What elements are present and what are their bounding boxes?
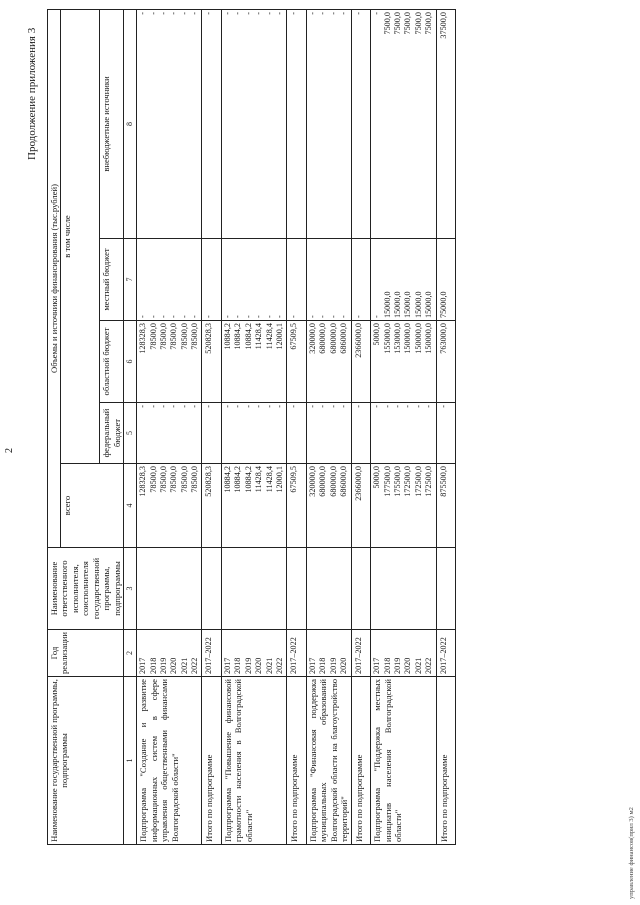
offbudget-value: 7500,0 <box>393 11 402 35</box>
total-cell <box>371 464 436 548</box>
federal-value: - <box>148 405 158 408</box>
offbudget-value: - <box>353 11 363 15</box>
offbudget-value: - <box>318 11 328 15</box>
regional-value: 10884,2 <box>222 323 232 350</box>
local-value: - <box>169 315 179 318</box>
offbudget-cell <box>306 9 351 238</box>
subprogram-row <box>306 9 351 844</box>
federal-value: - <box>307 405 317 408</box>
total-cell <box>137 464 202 548</box>
subprogram-row <box>137 9 202 844</box>
offbudget-cell <box>137 9 202 238</box>
offbudget-cell <box>351 9 370 238</box>
federal-value: - <box>204 405 214 408</box>
regional-cell <box>351 321 370 403</box>
total-value: 78500,0 <box>179 466 189 493</box>
offbudget-value: - <box>243 11 253 15</box>
regional-cell <box>202 321 221 403</box>
federal-value: - <box>328 405 338 408</box>
subprogram-name: Подпрограмма "Поддержка местных инициатив населения Волгоградской области" <box>371 677 436 845</box>
regional-value: 520828,3 <box>204 323 214 354</box>
offbudget-value: 7500,0 <box>382 11 392 35</box>
regional-value: 11428,4 <box>254 323 264 350</box>
regional-value: 153000,0 <box>393 323 402 354</box>
offbudget-cell <box>202 9 221 238</box>
offbudget-cell <box>221 9 286 238</box>
total-value: 78500,0 <box>190 466 200 493</box>
offbudget-value: - <box>254 11 264 15</box>
years-value: 2017–2022 <box>438 637 448 674</box>
regional-value: 155000,0 <box>382 323 392 354</box>
offbudget-value: - <box>222 11 232 15</box>
subprogram-name: Подпрограмма "Повышение финансовой грамотности населения в Волгоградской области" <box>221 677 286 845</box>
regional-value: 686000,0 <box>338 323 348 354</box>
offbudget-value: - <box>204 11 214 15</box>
federal-value: - <box>158 405 168 408</box>
header-name: Наименование государственной программы, подпрограммы <box>48 677 124 845</box>
total-value: 78500,0 <box>169 466 179 493</box>
federal-value: - <box>438 405 448 408</box>
federal-value: - <box>382 405 392 408</box>
offbudget-value: - <box>264 11 274 15</box>
col-number: 3 <box>124 548 137 630</box>
total-cell <box>306 464 351 548</box>
header-executor: Наименование ответственного исполнителя, соисполнителя государственной программы, подпрограммы <box>48 548 124 630</box>
regional-value: 150000,0 <box>424 323 434 354</box>
total-value: 10884,2 <box>222 466 232 493</box>
total-row <box>202 9 221 844</box>
total-value: 520828,3 <box>204 466 214 497</box>
column-numbers-row <box>124 9 137 844</box>
regional-value: 10884,2 <box>243 323 253 350</box>
federal-value: - <box>222 405 232 408</box>
regional-value: 67509,5 <box>289 323 299 350</box>
header-offbudget: внебюджетные источники <box>100 9 124 238</box>
continuation-label: Продолжение приложения 3 <box>26 27 38 160</box>
federal-cell <box>306 403 351 464</box>
offbudget-value: 7500,0 <box>424 11 434 35</box>
local-value: - <box>318 315 328 318</box>
local-value: - <box>254 315 264 318</box>
total-value: 12000,1 <box>274 466 284 493</box>
executor-cell <box>221 548 286 630</box>
federal-value: - <box>274 405 284 408</box>
federal-value: - <box>289 405 299 408</box>
federal-value: - <box>243 405 253 408</box>
years-value: 2019 <box>328 657 338 674</box>
years-value: 2017–2022 <box>289 637 299 674</box>
years-value: 2018 <box>382 657 392 674</box>
total-row <box>436 9 455 844</box>
years-cell <box>436 630 455 677</box>
regional-value: 150000,0 <box>413 323 423 354</box>
years-value: 2021 <box>179 657 189 674</box>
local-value: - <box>138 315 148 318</box>
total-value: 67509,5 <box>289 466 299 493</box>
regional-value: 320000,0 <box>307 323 317 354</box>
col-number: 4 <box>124 464 137 548</box>
subprogram-name: Итого по подпрограмме <box>287 677 306 845</box>
regional-value: 680000,0 <box>318 323 328 354</box>
total-value: 11428,4 <box>254 466 264 493</box>
federal-value: - <box>179 405 189 408</box>
executor-cell <box>202 548 221 630</box>
total-value: 10884,2 <box>233 466 243 493</box>
total-value: 172500,0 <box>403 466 413 497</box>
regional-cell <box>436 321 455 403</box>
regional-cell <box>137 321 202 403</box>
total-cell <box>351 464 370 548</box>
federal-value: - <box>138 405 148 408</box>
total-cell <box>287 464 306 548</box>
offbudget-value: - <box>328 11 338 15</box>
regional-cell <box>221 321 286 403</box>
federal-value: - <box>318 405 328 408</box>
offbudget-value: 7500,0 <box>403 11 413 35</box>
federal-cell <box>202 403 221 464</box>
funding-table <box>47 9 456 845</box>
total-value: 875500,0 <box>438 466 448 497</box>
local-value: - <box>307 315 317 318</box>
regional-value: 763000,0 <box>438 323 448 354</box>
executor-cell <box>137 548 202 630</box>
regional-value: 78500,0 <box>190 323 200 350</box>
years-value: 2020 <box>169 657 179 674</box>
regional-value: 12000,1 <box>274 323 284 350</box>
local-value: - <box>222 315 232 318</box>
total-row <box>351 9 370 844</box>
years-value: 2021 <box>264 657 274 674</box>
header-federal: федеральный бюджет <box>100 403 124 464</box>
local-cell <box>371 239 436 321</box>
local-value: - <box>264 315 274 318</box>
executor-cell <box>436 548 455 630</box>
years-value: 2019 <box>243 657 253 674</box>
table-body <box>48 9 456 844</box>
regional-value: 78500,0 <box>179 323 189 350</box>
total-value: 5000,0 <box>372 466 382 489</box>
federal-value: - <box>254 405 264 408</box>
offbudget-cell <box>371 9 436 238</box>
federal-value: - <box>233 405 243 408</box>
years-value: 2017–2022 <box>353 637 363 674</box>
federal-cell <box>137 403 202 464</box>
offbudget-value: - <box>148 11 158 15</box>
executor-cell <box>371 548 436 630</box>
local-value: 15000,0 <box>393 291 402 318</box>
local-value: - <box>353 315 363 318</box>
local-cell <box>351 239 370 321</box>
years-value: 2017 <box>307 657 317 674</box>
local-cell <box>436 239 455 321</box>
executor-cell <box>287 548 306 630</box>
local-cell <box>221 239 286 321</box>
header-row <box>48 9 61 844</box>
years-value: 2017 <box>222 657 232 674</box>
header-funding: Объемы и источники финансирования (тыс.рублей) <box>48 9 61 547</box>
regional-cell <box>371 321 436 403</box>
offbudget-value: 7500,0 <box>413 11 423 35</box>
subprogram-name: Итого по подпрограмме <box>202 677 221 845</box>
header-incl: в том числе <box>61 9 100 463</box>
offbudget-value: - <box>179 11 189 15</box>
federal-cell <box>351 403 370 464</box>
total-value: 172500,0 <box>424 466 434 497</box>
years-value: 2018 <box>148 657 158 674</box>
years-cell <box>287 630 306 677</box>
federal-cell <box>287 403 306 464</box>
total-value: 78500,0 <box>158 466 168 493</box>
header-total: всего <box>61 464 124 548</box>
years-cell <box>351 630 370 677</box>
regional-value: 2366000,0 <box>353 323 363 358</box>
local-value: 15000,0 <box>413 291 423 318</box>
federal-value: - <box>413 405 423 408</box>
years-value: 2019 <box>158 657 168 674</box>
header-local: местный бюджет <box>100 239 124 321</box>
local-cell <box>202 239 221 321</box>
total-value: 177500,0 <box>382 466 392 497</box>
years-value: 2020 <box>254 657 264 674</box>
total-value: 10884,2 <box>243 466 253 493</box>
years-cell <box>221 630 286 677</box>
offbudget-value: - <box>372 11 382 15</box>
federal-value: - <box>353 405 363 408</box>
years-value: 2022 <box>274 657 284 674</box>
local-value: - <box>372 315 382 318</box>
federal-value: - <box>393 405 402 408</box>
regional-value: 150000,0 <box>403 323 413 354</box>
years-cell <box>371 630 436 677</box>
subprogram-row <box>221 9 286 844</box>
local-value: - <box>179 315 189 318</box>
federal-value: - <box>372 405 382 408</box>
local-value: - <box>158 315 168 318</box>
years-value: 2017 <box>372 657 382 674</box>
total-value: 2366000,0 <box>353 466 363 501</box>
regional-value: 10884,2 <box>233 323 243 350</box>
header-regional: областной бюджет <box>100 321 124 403</box>
col-number: 2 <box>124 630 137 677</box>
years-cell <box>137 630 202 677</box>
federal-value: - <box>169 405 179 408</box>
offbudget-value: - <box>338 11 348 15</box>
years-value: 2017–2022 <box>204 637 214 674</box>
total-value: 680000,0 <box>318 466 328 497</box>
years-value: 2022 <box>190 657 200 674</box>
local-value: 75000,0 <box>438 291 448 318</box>
total-value: 11428,4 <box>264 466 274 493</box>
executor-cell <box>351 548 370 630</box>
footer-path: управление финансов(прил 3) м2 <box>628 807 635 899</box>
federal-cell <box>436 403 455 464</box>
local-value: - <box>148 315 158 318</box>
offbudget-value: - <box>274 11 284 15</box>
executor-cell <box>306 548 351 630</box>
header-year: Год реализации <box>48 630 124 677</box>
local-cell <box>287 239 306 321</box>
federal-value: - <box>264 405 274 408</box>
offbudget-value: - <box>190 11 200 15</box>
col-number: 1 <box>124 677 137 845</box>
offbudget-value: - <box>289 11 299 15</box>
total-value: 686000,0 <box>338 466 348 497</box>
local-value: 15000,0 <box>382 291 392 318</box>
local-cell <box>306 239 351 321</box>
regional-value: 78500,0 <box>158 323 168 350</box>
total-value: 128328,3 <box>138 466 148 497</box>
regional-value: 680000,0 <box>328 323 338 354</box>
subprogram-name: Подпрограмма "Финансовая поддержка муниципальных образований Волгоградской области на благоустройство территорий" <box>306 677 351 845</box>
offbudget-value: - <box>233 11 243 15</box>
total-value: 175500,0 <box>393 466 402 497</box>
col-number: 5 <box>124 403 137 464</box>
local-cell <box>137 239 202 321</box>
subprogram-name: Подпрограмма "Создание и развитие информационных систем в сфере управления общественными финансами Волгоградской области" <box>137 677 202 845</box>
total-value: 172500,0 <box>413 466 423 497</box>
col-number: 7 <box>124 239 137 321</box>
federal-cell <box>221 403 286 464</box>
regional-cell <box>306 321 351 403</box>
subprogram-name: Итого по подпрограмме <box>436 677 455 845</box>
local-value: 15000,0 <box>424 291 434 318</box>
offbudget-value: - <box>138 11 148 15</box>
years-value: 2020 <box>338 657 348 674</box>
federal-value: - <box>403 405 413 408</box>
regional-value: 5000,0 <box>372 323 382 346</box>
total-value: 78500,0 <box>148 466 158 493</box>
regional-cell <box>287 321 306 403</box>
offbudget-value: - <box>169 11 179 15</box>
local-value: - <box>204 315 214 318</box>
local-value: - <box>233 315 243 318</box>
federal-value: - <box>338 405 348 408</box>
federal-value: - <box>424 405 434 408</box>
years-value: 2018 <box>318 657 328 674</box>
federal-cell <box>371 403 436 464</box>
federal-value: - <box>190 405 200 408</box>
regional-value: 78500,0 <box>169 323 179 350</box>
years-value: 2020 <box>403 657 413 674</box>
subprogram-row <box>371 9 436 844</box>
years-value: 2019 <box>393 657 402 674</box>
regional-value: 78500,0 <box>148 323 158 350</box>
local-value: - <box>289 315 299 318</box>
page-number: 2 <box>4 448 15 453</box>
local-value: - <box>243 315 253 318</box>
local-value: 15000,0 <box>403 291 413 318</box>
years-value: 2018 <box>233 657 243 674</box>
regional-value: 128328,3 <box>138 323 148 354</box>
years-value: 2022 <box>424 657 434 674</box>
years-value: 2021 <box>413 657 423 674</box>
total-value: 680000,0 <box>328 466 338 497</box>
offbudget-cell <box>436 9 455 238</box>
total-cell <box>221 464 286 548</box>
total-value: 320000,0 <box>307 466 317 497</box>
col-number: 8 <box>124 9 137 238</box>
regional-value: 11428,4 <box>264 323 274 350</box>
local-value: - <box>190 315 200 318</box>
offbudget-value: 37500,0 <box>438 11 448 39</box>
total-cell <box>202 464 221 548</box>
local-value: - <box>274 315 284 318</box>
total-cell <box>436 464 455 548</box>
offbudget-value: - <box>307 11 317 15</box>
years-value: 2017 <box>138 657 148 674</box>
total-row <box>287 9 306 844</box>
offbudget-value: - <box>158 11 168 15</box>
local-value: - <box>338 315 348 318</box>
years-cell <box>306 630 351 677</box>
subprogram-name: Итого по подпрограмме <box>351 677 370 845</box>
local-value: - <box>328 315 338 318</box>
col-number: 6 <box>124 321 137 403</box>
offbudget-cell <box>287 9 306 238</box>
years-cell <box>202 630 221 677</box>
